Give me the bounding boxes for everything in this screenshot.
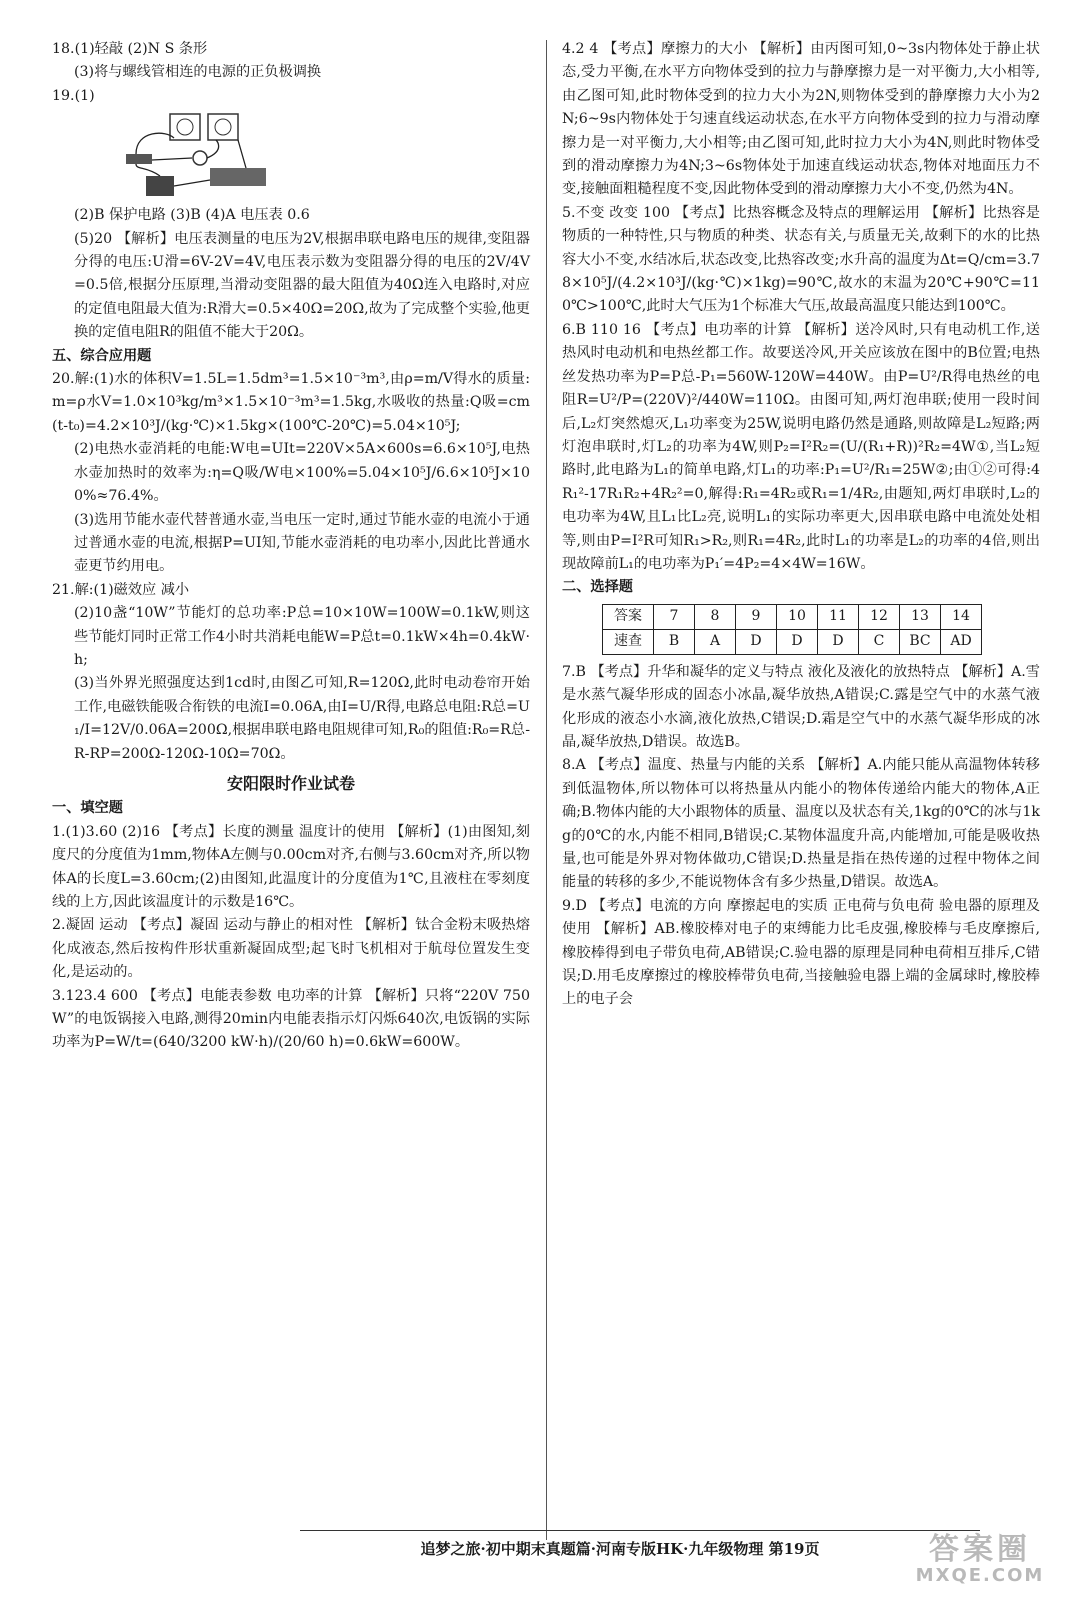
answer-paragraph: (2)电热水壶消耗的电能:W电=UIt=220V×5A×600s=6.6×10⁵J,电热水壶加热时的效率为:η=Q吸/W电×100%=5.04×10⁵J/6.6×10⁵J×100%≈76.4%。 xyxy=(74,441,530,505)
answer-paragraph: (2)B 保护电路 (3)B (4)A 电压表 0.6 xyxy=(74,207,310,224)
answer-cell: D xyxy=(736,629,777,654)
column-divider xyxy=(546,40,547,1540)
answer-paragraph: 20.解:(1)水的体积V=1.5L=1.5dm³=1.5×10⁻³m³,由ρ=m/V得水的质量:m=ρ水V=1.0×10³kg/m³×1.5×10⁻³m³=1.5kg,水吸收的热量:Q吸=cm(t-t₀)=4.2×10³J/(kg·℃)×1.5kg×(100℃-20℃)=5.04×10⁵J; xyxy=(52,371,530,434)
answer-cell: 7 xyxy=(654,604,695,629)
answer-table xyxy=(602,604,982,655)
section-heading: 二、选择题 xyxy=(562,579,633,596)
answer-paragraph: 21.解:(1)磁效应 减小 xyxy=(52,581,190,598)
answer-paragraph: 3.123.4 600 【考点】电能表参数 电功率的计算 【解析】只将“220V 750W”的电饭锅接入电路,测得20min内电能表指示灯闪烁640次,电饭锅的实际功率为P=W/t=(640/3200 kW·h)/(20/60 h)=0.6kW=600W。 xyxy=(52,987,530,1051)
answer-paragraph: 1.(1)3.60 (2)16 【考点】长度的测量 温度计的使用 【解析】(1)由图知,刻度尺的分度值为1mm,物体A左侧与0.00cm对齐,右侧与3.60cm对齐,所以物体A的长度L=3.60cm;(2)由图知,此温度计的分度值为1℃,且液柱在零刻度线的上方,因此该温度计的示数是16℃。 xyxy=(52,823,530,910)
answer-paragraph: (2)10盏“10W”节能灯的总功率:P总=10×10W=100W=0.1kW,则这些节能灯同时正常工作4小时共消耗电能W=P总t=0.1kW×4h=0.4kW·h; xyxy=(74,605,530,668)
answer-cell: 9 xyxy=(736,604,777,629)
answer-paragraph: 6.B 110 16 【考点】电功率的计算 【解析】送冷风时,只有电动机工作,送热风时电动机和电热丝都工作。故要送冷风,开关应该放在图中的B位置;电热丝发热功率为P=P总-P₁=560W-120W=440W。由P=U²/R得电热丝的电阻R=U²/P=(220V)²/440W=110Ω。由图可知,两灯泡串联;使用一段时间后,L₂灯突然熄灭,L₁功率变为25W,说明电路仍然是通路,则故障是L₂短路;两灯泡串联时,灯L₂的功率为4W,则P₂=I²R₂=(U/(R₁+R))²R₂=4W①,当L₂短路时,此电路为L₁的简单电路,灯L₁的功率:P₁=U²/R₁=25W②;由①②可得:4R₁²-17R₁R₂+4R₂²=0,解得:R₁=4R₂或R₁=1/4R₂,由题知,两灯串联时,L₂的电功率为4W,且L₁比L₂亮,说明L₁的实际功率更大,因串联电路中电流处处相等,则由P=I²R可知R₁>R₂,则R₁=4R₂,此时L₁的功率是L₂的功率的4倍,则出现故障前L₁的电功率为P₁′=4P₂=4×4W=16W。 xyxy=(562,321,1040,572)
answer-cell: 答案 xyxy=(603,604,654,629)
answer-cell: BC xyxy=(900,629,941,654)
answer-paragraph: 5.不变 改变 100 【考点】比热容概念及特点的理解运用 【解析】比热容是物质的一种特性,只与物质的种类、状态有关,与质量无关,故剩下的水的比热容大小不变,水结冰后,状态改变,比热容改变;水升高的温度为Δt=Q/cm=3.78×10⁵J/(4.2×10³J/(kg·℃)×1kg)=90℃,故水的末温为20℃+90℃=110℃>100℃,此时大气压为1个标准大气压,故最高温度只能达到100℃。 xyxy=(562,204,1040,315)
answer-paragraph: 7.B 【考点】升华和凝华的定义与特点 液化及液化的放热特点 【解析】A.雪是水蒸气凝华形成的固态小冰晶,凝华放热,A错误;C.露是空气中的水蒸气液化形成的液态小水滴,液化放热,C错误;D.霜是空气中的水蒸气凝华形成的冰晶,凝华放热,D错误。故选B。 xyxy=(562,663,1040,750)
watermark-line2: MXQE.COM xyxy=(915,1565,1045,1586)
answer-cell: 速查 xyxy=(603,629,654,654)
answer-cell: C xyxy=(859,629,900,654)
right-column xyxy=(562,38,1040,1012)
answer-paragraph: 19.(1) xyxy=(52,87,95,104)
answer-paragraph: 4.2 4 【考点】摩擦力的大小 【解析】由丙图可知,0~3s内物体处于静止状态,受力平衡,在水平方向物体受到的拉力与静摩擦力是一对平衡力,大小相等,由乙图可知,此时物体受到的拉力大小为2N,则物体受到的静摩擦力大小为2N;6~9s内物体处于匀速直线运动状态,在水平方向物体受到的拉力与滑动摩擦力是一对平衡力,大小相等;由乙图可知,此时拉力大小为4N,则此时物体受到的滑动摩擦力为4N;3~6s物体处于加速直线运动状态,物体对地面压力不变,接触面粗糙程度不变,因此物体受到的滑动摩擦力大小不变,仍然为4N。 xyxy=(562,41,1040,198)
answer-paragraph: 9.D 【考点】电流的方向 摩擦起电的实质 正电荷与负电荷 验电器的原理及使用 【解析】AB.橡胶棒对电子的束缚能力比毛皮强,橡胶棒与毛皮摩擦后,橡胶棒得到电子带负电荷,AB错误;C.验电器的原理是同种电荷相互排斥,C错误;D.用毛皮摩擦过的橡胶棒带负电荷,当接触验电器上端的金属球时,橡胶棒上的电子会 xyxy=(562,897,1040,1008)
answer-paragraph: 18.(1)轻敲 (2)N S 条形 xyxy=(52,41,208,57)
answer-cell: 8 xyxy=(695,604,736,629)
answer-paragraph: (3)选用节能水壶代替普通水壶,当电压一定时,通过节能水壶的电流小于通过普通水壶的电流,根据P=UI知,节能水壶消耗的电功率小,因此比普通水壶更节约用电。 xyxy=(74,511,530,575)
section-heading: 五、综合应用题 xyxy=(52,347,152,364)
answer-table-row xyxy=(603,604,982,629)
answer-cell: D xyxy=(818,629,859,654)
answer-cell: 13 xyxy=(900,604,941,629)
answer-paragraph: (3)当外界光照强度达到1cd时,由图乙可知,R=120Ω,此时电动卷帘开始工作,电磁铁能吸合衔铁的电流I=0.06A,由I=U/R得,电路总电阻:R总=U₁/I=12V/0.06A=200Ω,根据串联电路电阻规律可知,R₀的阻值:R₀=R总-R-RP=200Ω-120Ω-10Ω=70Ω。 xyxy=(74,675,530,762)
answer-cell: 11 xyxy=(818,604,859,629)
section-heading: 一、填空题 xyxy=(52,800,123,817)
answer-cell: 10 xyxy=(777,604,818,629)
footer-rule xyxy=(300,1530,980,1531)
answer-table-row xyxy=(603,629,982,654)
answer-cell: A xyxy=(695,629,736,654)
answer-paragraph: 2.凝固 运动 【考点】凝固 运动与静止的相对性 【解析】钛合金粉末吸热熔化成液态,然后按构件形状重新凝固成型;起飞时飞机相对于航母位置发生变化,是运动的。 xyxy=(52,917,530,981)
watermark-line1: 答案圈 xyxy=(929,1532,1031,1567)
answer-cell: D xyxy=(777,629,818,654)
watermark-logo xyxy=(895,1534,1065,1592)
left-column xyxy=(52,38,530,1055)
circuit-diagram xyxy=(106,110,276,202)
answer-cell: 12 xyxy=(859,604,900,629)
answer-cell: B xyxy=(654,629,695,654)
answer-cell: AD xyxy=(941,629,982,654)
test-title: 安阳限时作业试卷 xyxy=(226,773,355,793)
answer-cell: 14 xyxy=(941,604,982,629)
page-footer: 追梦之旅·初中期末真题篇·河南专版HK·九年级物理 第19页 xyxy=(420,1540,820,1558)
answer-paragraph: (3)将与螺线管相连的电源的正负极调换 xyxy=(74,64,322,81)
answer-paragraph: 8.A 【考点】温度、热量与内能的关系 【解析】A.内能只能从高温物体转移到低温物体,所以物体可以将热量从内能小的物体传递给内能大的物体,A正确;B.物体内能的大小跟物体的质量、温度以及状态有关,1kg的0℃的冰与1kg的0℃的水,内能不相同,B错误;C.某物体温度升高,内能增加,可能是吸收热量,也可能是外界对物体做功,C错误;D.热量是指在热传递的过程中物体之间能量的转移的多少,不能说物体含有多少热量,D错误。故选A。 xyxy=(562,757,1040,891)
answer-paragraph: (5)20 【解析】电压表测量的电压为2V,根据串联电路电压的规律,变阻器分得的电压:U滑=6V-2V=4V,电压表示数为变阻器分得的电压的2V/4V=0.5倍,根据分压原理,当滑动变阻器的最大阻值为40Ω连入电路时,对应的定值电阻最大值为:R滑大=0.5×40Ω=20Ω,故为了完成整个实验,他更换的定值电阻R的阻值不能大于20Ω。 xyxy=(74,230,530,341)
